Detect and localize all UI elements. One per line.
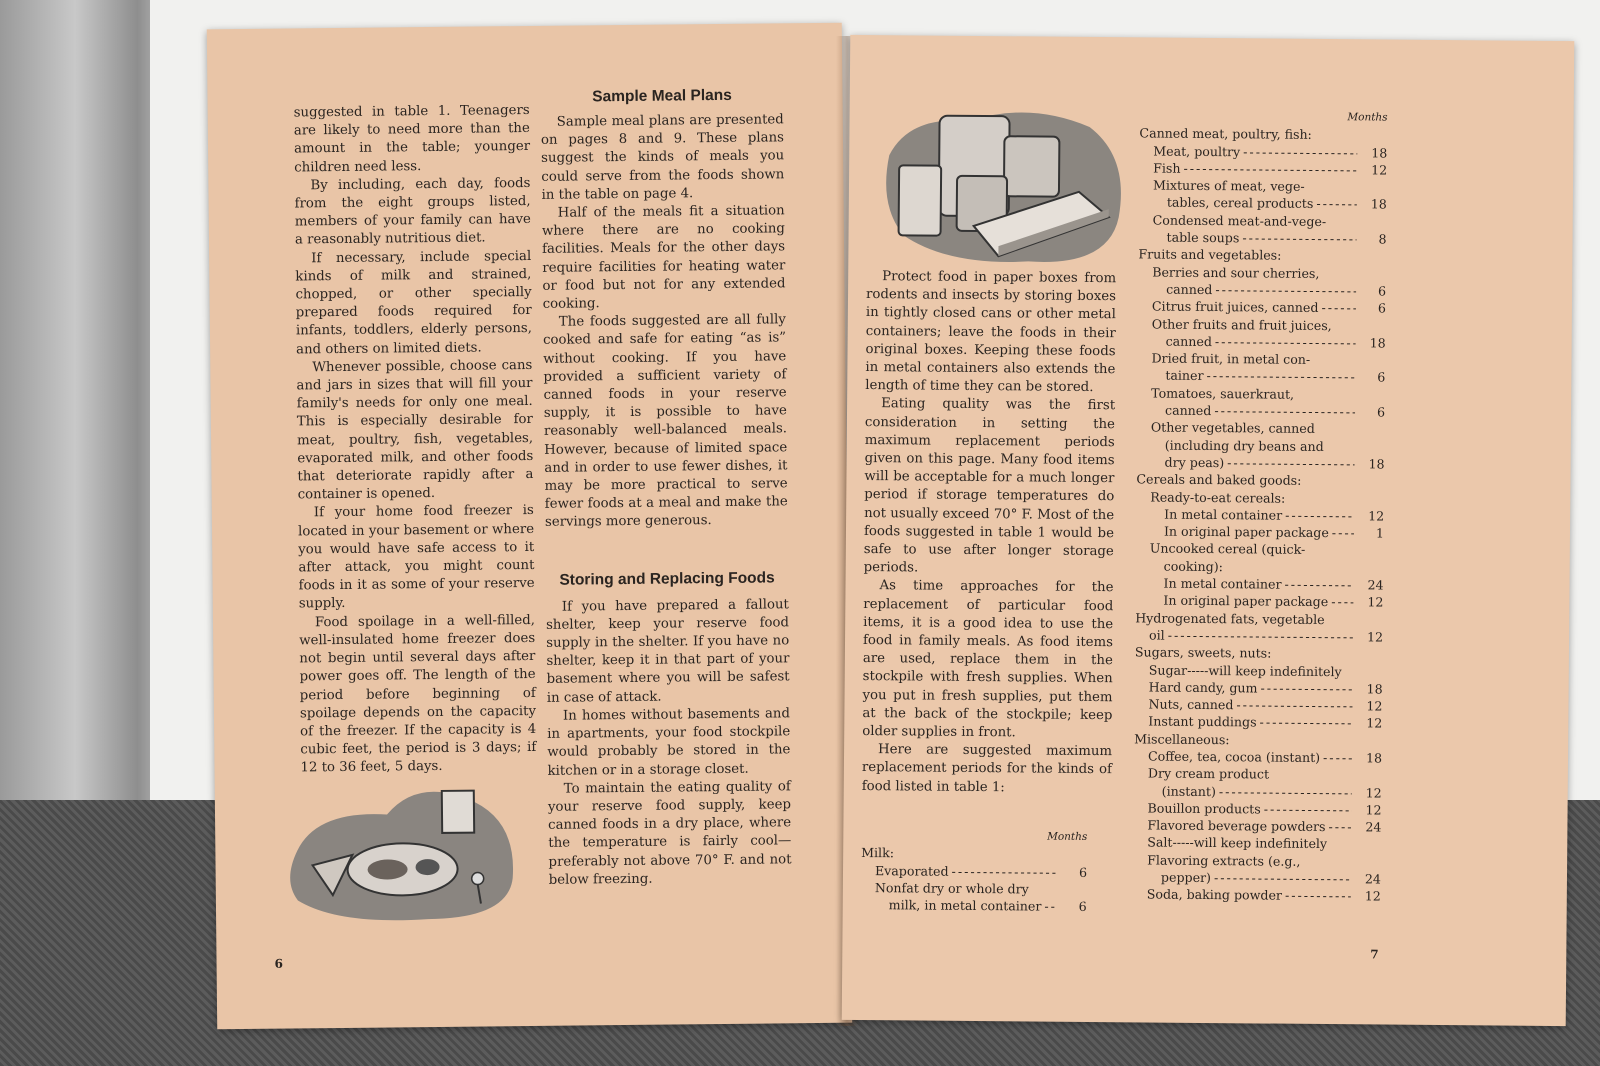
table-item-label: In original paper package - - -: [1135, 592, 1353, 611]
table-item-label: Sugar-----will keep indefinitely: [1148, 661, 1342, 679]
table-item-label: Nonfat dry or whole dry: [874, 879, 1029, 897]
table-item-label: Condensed meat-and-vege-: [1152, 212, 1327, 229]
right-page: [842, 35, 1575, 1026]
table-row: [1135, 574, 1383, 593]
table-item-months: 6: [1377, 369, 1386, 385]
table-item-months: 6: [1078, 864, 1088, 880]
table-item-label: Other fruits and fruit juices,: [1151, 316, 1332, 333]
table-row: [1138, 332, 1386, 351]
table-row: [1138, 228, 1386, 247]
table-item-months: 6: [1078, 899, 1087, 915]
table-row: [1135, 592, 1383, 611]
table-row: [1134, 730, 1382, 749]
table-item-months: 24: [1365, 819, 1382, 835]
table-row: [1136, 522, 1384, 541]
table-item-months: 6: [1376, 404, 1386, 420]
paragraph: By including, each day, foods from the eight groups listed, members of your family can have a reasonably nutritious diet.: [294, 175, 531, 248]
table-row: [1134, 782, 1382, 801]
table-item-label: canned - - -: [1138, 280, 1356, 299]
table-row: [861, 862, 1087, 881]
table-item-label: Dry cream product: [1147, 765, 1270, 782]
table-row: [1136, 505, 1384, 524]
paragraph: Eating quality was the first consideration in setting the maximum replacement periods given on this page. Many food items will be acceptable for a much longer period if storage temperatures do not usually exceed 70° F. Most of the foods suggested in table 1 would be safe to use after longer storage periods.: [863, 396, 1116, 576]
table-item-label: In metal container - - -: [1135, 574, 1353, 593]
table-item-label: Coffee, tea, cocoa (instant) - - -: [1134, 747, 1352, 766]
table-row: [1137, 436, 1385, 455]
table-row: [1137, 367, 1385, 386]
heading-sample-meal-plans: Sample Meal Plans: [592, 86, 732, 106]
paragraph: In homes without basements and in apartments, your food stockpile would probably be stored in the kitchen or in a storage closet.: [547, 706, 791, 779]
table-row: [1134, 713, 1382, 732]
table-item-label: In metal container - - -: [1136, 505, 1354, 524]
table-item-label: Cereals and baked goods:: [1136, 471, 1302, 489]
table-item-label: canned - - -: [1138, 332, 1356, 351]
paragraph: If necessary, include special kinds of milk and strained, chopped, or other specially prepared foods required for infants, toddlers, elderly persons, and others on limited diets.: [295, 248, 533, 358]
table-item-label: Uncooked cereal (quick-: [1149, 540, 1306, 558]
table-row: [1135, 661, 1383, 680]
table-row: [861, 879, 1087, 898]
table-item-label: milk, in metal container - - -: [861, 896, 1057, 915]
table-item-label: Sugars, sweets, nuts:: [1134, 644, 1272, 661]
table-row: [1133, 817, 1381, 836]
table-item-months: 12: [1364, 888, 1381, 904]
paragraph: If your home food freezer is located in your basement or where you would have safe access to it after attack, you might count foods in it as some of your reserve supply.: [297, 503, 535, 612]
table-item-label: Soda, baking powder - - -: [1133, 886, 1351, 905]
table-item-label: (instant) - - -: [1134, 782, 1352, 801]
table-row: [1133, 834, 1381, 853]
table-row: [1139, 125, 1387, 144]
table-item-months: 18: [1371, 145, 1388, 161]
table-item-months: 24: [1364, 871, 1382, 887]
paragraph: Half of the meals fit a situation where there are no cooking facilities. Meals for the other days require facilities for heating water or food but not for any extended cooking.: [541, 203, 786, 312]
table-item-label: Instant puddings - - -: [1134, 713, 1352, 732]
left-page: [207, 23, 852, 1030]
table-item-months: 1: [1375, 525, 1385, 541]
right-column-1: [862, 268, 1117, 798]
table-item-label: Milk:: [861, 845, 895, 861]
table-row: [1136, 557, 1384, 576]
table-item-months: 24: [1367, 577, 1384, 593]
table-item-label: canned - - -: [1137, 401, 1355, 420]
table-row: [1136, 540, 1384, 559]
table-item-months: 18: [1366, 681, 1383, 697]
paragraph: The foods suggested are all fully cooked and safe for eating “as is” without cooking. If you have provided a sufficient variety of canned foods in your reserve supply, it is possible to have reasonably well-balanced meals. However, because of limited space and in order to use fewer dishes, it may be more practical to serve fewer foods at a meal and make the servings more generous.: [542, 312, 788, 531]
paragraph: As time approaches for the replacement of particular food items, it is a good idea to use the food in family meals. As food items are used, replace them in the stockpile with fresh supplies. When you put in fresh supplies, put them at the back of the stockpile; keep older supplies in front.: [862, 578, 1114, 741]
heading-storing-replacing: Storing and Replacing Foods: [559, 569, 775, 589]
table-row: [1137, 419, 1385, 438]
table-item-label: Hydrogenated fats, vegetable: [1135, 609, 1325, 627]
table-item-months: 12: [1366, 715, 1383, 731]
table-row: [1138, 315, 1386, 334]
table-item-label: Meat, poultry - - -: [1139, 142, 1357, 161]
milk-replacement-table: [861, 827, 1088, 915]
table-item-label: Flavored beverage powders - - -: [1133, 817, 1351, 836]
table-item-label: Bouillon products - - -: [1134, 799, 1352, 818]
table-row: [1137, 350, 1385, 369]
table-item-months: 12: [1366, 629, 1384, 645]
table-row: [1138, 280, 1386, 299]
table-item-label: Canned meat, poultry, fish:: [1139, 125, 1312, 143]
table-item-label: (including dry beans and: [1164, 437, 1324, 454]
table-row: [1136, 471, 1384, 490]
paragraph: suggested in table 1. Teenagers are likely to need more than the amount in the table; younger children need less.: [293, 102, 531, 176]
table-item-months: 18: [1365, 750, 1383, 766]
table-item-months: 12: [1365, 802, 1382, 818]
table-item-months: 18: [1369, 335, 1386, 351]
table-row: [1134, 799, 1382, 818]
table-item-label: tables, cereal products - - -: [1139, 194, 1357, 213]
table-row: [1138, 263, 1386, 282]
table-item-label: Evaporated - - -: [861, 862, 1057, 881]
table-item-label: Hard candy, gum - - -: [1135, 678, 1353, 697]
table-item-label: pepper) - - -: [1133, 868, 1351, 887]
table-row: [1134, 695, 1382, 714]
table-item-months: 8: [1378, 231, 1387, 247]
meal-tray-illustration: [277, 768, 529, 931]
table-row: [1133, 886, 1381, 905]
table-item-label: oil - - -: [1135, 626, 1353, 645]
table-item-label: tainer - - -: [1137, 367, 1355, 386]
table-item-label: Fruits and vegetables:: [1138, 246, 1282, 264]
table-item-label: Tomatoes, sauerkraut,: [1151, 385, 1295, 402]
table-row: [1135, 644, 1383, 663]
page-number-left: 6: [274, 956, 284, 971]
table-item-months: 18: [1370, 196, 1387, 213]
table-item-label: Citrus fruit juices, canned - - -: [1138, 298, 1356, 317]
table-item-months: 12: [1366, 698, 1383, 714]
table-item-months: 6: [1378, 283, 1387, 299]
table-item-label: Salt-----will keep indefinitely: [1147, 834, 1328, 852]
table-row: [1137, 401, 1385, 420]
table-item-months: 12: [1365, 784, 1382, 801]
table-row: [1139, 194, 1387, 213]
table-row: [1139, 177, 1387, 196]
table-row: [1135, 609, 1383, 628]
table-item-label: table soups - - -: [1138, 228, 1356, 247]
left-column-2: [540, 85, 791, 889]
paragraph: Sample meal plans are presented on pages 8 and 9. These plans suggest the kinds of meals you could serve from the foods shown in the table on page 4.: [540, 112, 785, 203]
table-item-months: 12: [1368, 508, 1385, 524]
table-row: [1135, 626, 1383, 645]
paragraph: Here are suggested maximum replacement periods for the kinds of food listed in table 1:: [861, 742, 1113, 795]
table-row: [1139, 142, 1387, 161]
table-item-months: 6: [1377, 300, 1387, 316]
table-row: [1134, 747, 1382, 766]
table-row: [1136, 488, 1384, 507]
table-item-label: Fish - - -: [1139, 159, 1357, 178]
table-item-label: Ready-to-eat cereals:: [1150, 489, 1286, 506]
canned-goods-illustration: [878, 95, 1130, 272]
paragraph: To maintain the eating quality of your reserve food supply, keep canned foods in a dry place, where the temperature is fairly cool—preferably not above 70° F. and not below freezing.: [547, 778, 792, 888]
paragraph: Food spoilage in a well-filled, well-insulated home freezer does not begin until several days after power goes off. The length of the period before beginning of spoilage depends on the capacity of the freezer. If the capacity is 4 cubic feet, the period is 3 days; if 12 to 36 feet, 5 days.: [299, 612, 537, 776]
table-row: [1137, 453, 1385, 472]
table-item-label: dry peas) - - -: [1137, 453, 1355, 472]
table-row: [1138, 246, 1386, 265]
table-row: [861, 844, 1087, 863]
paragraph: Protect food in paper boxes from rodents and insects by storing boxes in tightly closed cans or other metal containers; leave the foods in their original boxes. Keeping these foods in metal containers also extends the length of time they can be stored.: [865, 269, 1117, 396]
table-item-months: 12: [1371, 162, 1388, 178]
paragraph: Whenever possible, choose cans and jars in sizes that will fill your family's needs for only one meal. This is especially desirable for meat, poultry, fish, vegetables, evaporated milk, and other foods that deteriorate rapidly after a container is opened.: [296, 357, 534, 503]
paragraph: If you have prepared a fallout shelter, keep your reserve food supply in the shelter. If you have no shelter, keep it in that part of your basement where you will be safest in case of attack.: [545, 596, 790, 706]
food-replacement-table: [1133, 107, 1388, 905]
table-item-label: cooking):: [1163, 558, 1223, 574]
table-item-label: Mixtures of meat, vege-: [1152, 177, 1305, 195]
table-item-label: Other vegetables, canned: [1150, 419, 1315, 437]
table-row: [1135, 678, 1383, 697]
table-row: [1139, 211, 1387, 230]
table-row: [1138, 298, 1386, 317]
table-item-label: Flavoring extracts (e.g.,: [1147, 852, 1301, 869]
table-row: [1139, 159, 1387, 178]
table-item-months: 12: [1367, 594, 1384, 610]
table-row: [1134, 765, 1382, 784]
table-item-label: In original paper package - - -: [1136, 522, 1354, 541]
table-row: [1137, 384, 1385, 403]
table-row: [861, 896, 1087, 915]
table-item-label: Dried fruit, in metal con-: [1151, 350, 1311, 368]
months-header-main: Months: [1347, 111, 1388, 124]
table-row: [1133, 868, 1381, 887]
left-column-1: [294, 102, 537, 778]
table-item-label: Miscellaneous:: [1134, 731, 1230, 747]
table-item-months: 18: [1368, 456, 1385, 472]
table-item-label: Nuts, canned - - -: [1134, 695, 1352, 714]
months-header-milk: Months: [1047, 830, 1088, 843]
table-item-label: Berries and sour cherries,: [1152, 264, 1320, 281]
page-number-right: 7: [1370, 947, 1379, 962]
table-row: [1133, 851, 1381, 870]
